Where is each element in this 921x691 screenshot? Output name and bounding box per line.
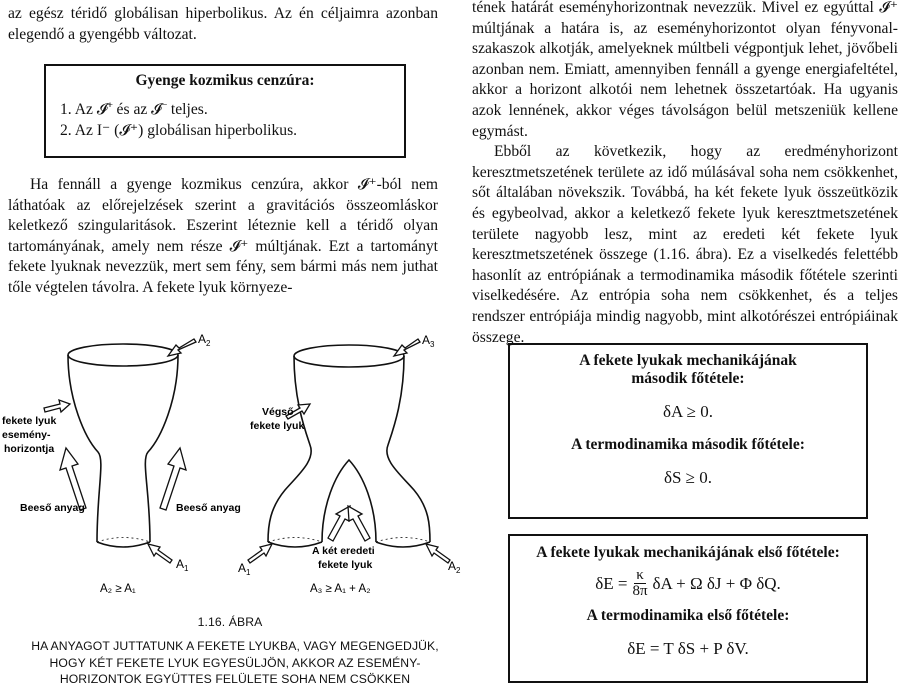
bh-first-law-formula	[510, 568, 866, 599]
figure-caption-line-3: HORIZONTOK EGYÜTTES FELÜLETE SOHA NEM CSÖKKEN	[59, 672, 411, 686]
a1-right-pointer-arrow	[248, 544, 272, 563]
bh-second-law-title-line2: második főtétele:	[631, 370, 745, 387]
td-second-law-formula: δS ≥ 0.	[663, 468, 713, 487]
fraction-numerator: κ	[636, 567, 644, 583]
figure-number: 1.16. ÁBRA	[197, 615, 263, 629]
bh-first-law-title: A fekete lyukak mechanikájának első főtétele:	[536, 544, 840, 561]
left-area-relation: A₂ ≥ A₁	[100, 583, 136, 595]
bh-first-law-lhs: δE =	[595, 573, 628, 593]
merged-right-wall	[387, 356, 430, 542]
left-intro-paragraph	[8, 4, 438, 45]
censorship-item-2: 2. Az I⁻ (𝓘⁺) globálisan hiperbolikus.	[60, 122, 298, 139]
final-bh-label-2: fekete lyuk	[250, 420, 305, 432]
td-first-law-formula: δE = T δS + P δV.	[627, 639, 749, 658]
censorship-item-1: 1. Az 𝓘⁺ és az 𝓘⁻ teljes.	[60, 101, 208, 118]
a3-pointer-arrow	[394, 339, 420, 356]
orig-bh-label-2: fekete lyuk	[318, 559, 373, 571]
infall-left-arrow	[60, 448, 86, 510]
right-area-relation: A₃ ≥ A₁ + A₂	[310, 583, 371, 595]
horizon-pointer-arrow	[44, 400, 70, 412]
fraction-denominator: 8π	[632, 583, 648, 599]
merged-left-wall	[268, 356, 311, 542]
final-bh-label-1: Végső	[262, 406, 294, 418]
crotch-curve	[322, 460, 376, 542]
right-a1-label: $A_1$	[238, 561, 251, 577]
horizon-right-wall	[145, 355, 178, 542]
left-a2-label: $A_2$	[198, 332, 211, 348]
second-law-box	[508, 343, 868, 519]
area-theorem-paragraph: Ebből az következik, hogy az eredményhorizont keresztmetszetének területe az idő múlásával soha nem csökkenhet, sőt általában növekszik. Továbbá, ha két fekete lyuk összeütközik és egybeolvad, akkor a keletkező fekete lyuk keresztmetszetének területe nagyobb lesz, mint az eredeti két fekete lyuk keresztmetszetének összege (1.16. ábra). Ez a viselkedés felettébb hasonlít az entrópiának a termodinamika második főtétele szerinti viselkedésére. Az entrópia soha nem csökkenhet, és a teljes rendszer entrópiája mindig nagyobb, mint alkotórészei entrópiáinak összege.	[472, 143, 898, 346]
event-horizon-paragraph: tének határát eseményhorizontnak nevezzük. Mivel ez egyúttal 𝓘⁺ múltjának a határa is, az eseményhorizontot olyan fényvonal-szakaszok alkotják, amelyeknek múltbeli végpontjuk lehet, jövőbeli azonban nem. Emiatt, amennyiben fennáll a gyenge energiafeltétel, akkor a horizont alkotói nem lehetnek összetartóak. Ha ugyanis azok lennének, akkor véges távolságon belül metszeniük kellene egymást.	[472, 0, 898, 140]
left-body-paragraph	[8, 175, 438, 299]
censorship-box-title: Gyenge kozmikus cenzúra:	[135, 72, 315, 89]
censorship-consequence-text: Ha fennáll a gyenge kozmikus cenzúra, akkor 𝓘⁺-ból nem láthatóak az előrejelzések szerint a gravitációs összeomláskor keletkező szingularitások. Eszerint léteznie kell a téridő olyan tartományának, amely nem része 𝓘⁺ múltjának. Ezt a tartományt fekete lyuknak nevezzük, mert sem fény, sem bármi más nem juthat tőle végtelen távolra. A fekete lyuk környeze-	[8, 176, 438, 296]
left-horizon-label-2: esemény-	[2, 429, 51, 441]
single-black-hole-diagram	[68, 344, 178, 547]
figure-caption-line-1: HA ANYAGOT JUTTATUNK A FEKETE LYUKBA, VAGY MEGENGEDJÜK,	[31, 639, 439, 653]
intro-text: az egész téridő globálisan hiperbolikus. Az én céljaimra azonban elegendő a gyengébb változat.	[8, 5, 438, 43]
bh-second-law-formula: δA ≥ 0.	[663, 402, 713, 421]
td-second-law-title: A termodinamika második főtétele:	[571, 436, 805, 453]
bh-first-law-rhs: δA + Ω δJ + Φ δQ.	[652, 573, 781, 593]
orig-right-arrow	[348, 506, 370, 541]
bottom-horizon-back-arc	[97, 538, 150, 543]
figure-caption-line-2: HOGY KÉT FEKETE LYUK EGYESÜLJÖN, AKKOR AZ ESEMÉNY-	[49, 655, 421, 670]
left-horizon-label-1: fekete lyuk	[2, 415, 57, 427]
orig-bh-label-1: A két eredeti	[312, 545, 375, 557]
figure-1-16	[0, 320, 470, 600]
right-body-column	[472, 0, 898, 348]
left-diagram-arrows	[44, 339, 196, 563]
bottom-horizon-arc	[97, 542, 150, 547]
final-horizon-ellipse	[294, 345, 404, 367]
left-hole-back	[268, 538, 322, 543]
top-horizon-ellipse	[68, 344, 178, 366]
a2-right-pointer-arrow	[426, 544, 450, 563]
left-horizon-label-3: horizontja	[4, 443, 55, 455]
left-infall-label: Beeső anyag	[20, 502, 85, 514]
left-a1-label: $A_1$	[176, 557, 189, 573]
right-a2-label: $A_2$	[448, 559, 461, 575]
right-hole-bottom	[376, 542, 430, 547]
right-hole-back	[376, 538, 430, 543]
orig-left-arrow	[328, 506, 350, 541]
figure-caption	[0, 638, 470, 688]
weak-cosmic-censorship-box	[44, 64, 406, 158]
bh-second-law-title-line1: A fekete lyukak mechanikájának	[579, 352, 797, 369]
right-diagram-arrows	[248, 339, 450, 563]
bh-first-law-fraction	[632, 568, 647, 599]
right-infall-label: Beeső anyag	[176, 502, 241, 514]
a1-pointer-arrow	[148, 544, 172, 563]
a2-pointer-arrow	[168, 339, 196, 356]
infall-right-arrow	[160, 448, 186, 510]
right-a3-label: $A_3$	[422, 333, 435, 349]
td-first-law-title: A termodinamika első főtétele:	[586, 607, 790, 624]
first-law-box	[508, 534, 868, 683]
